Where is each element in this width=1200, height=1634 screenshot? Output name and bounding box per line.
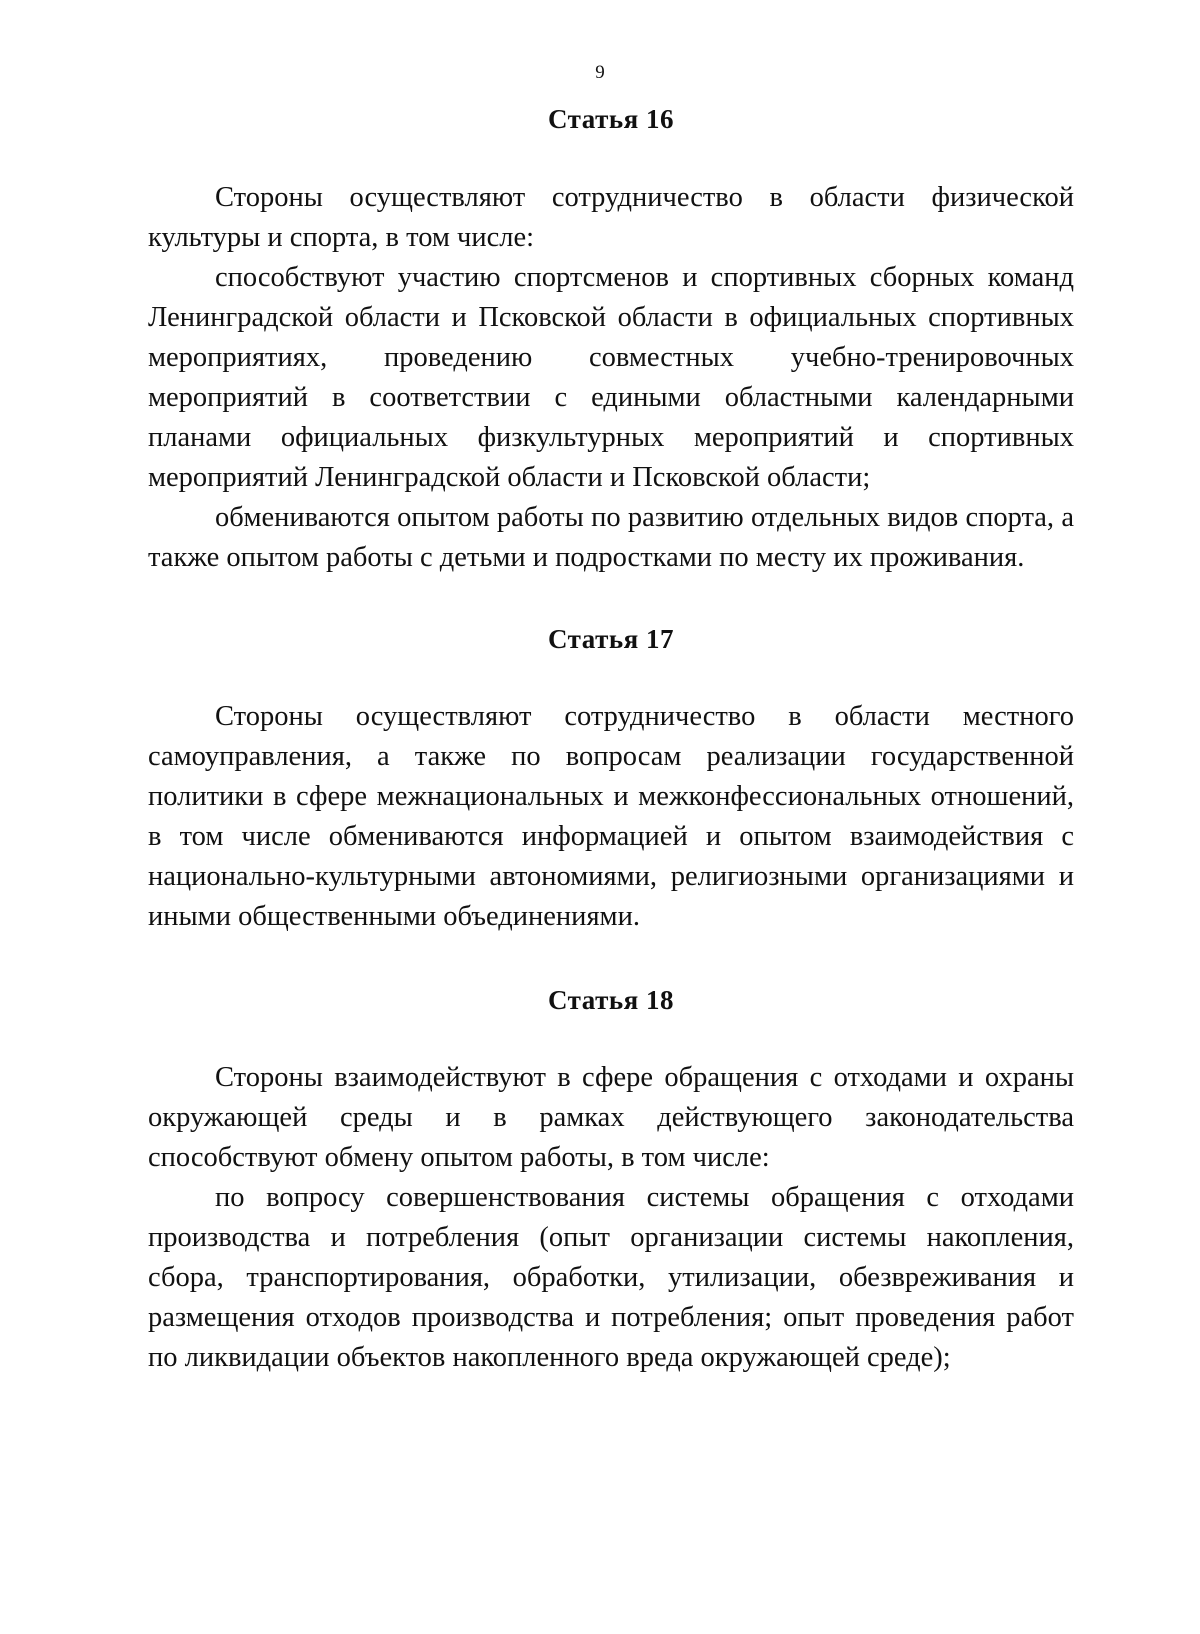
article-17-paragraph-1: Стороны осуществляют сотрудничество в области местного самоуправления, а также по вопросам реализации государственной политики в сфере межнациональных и межконфессиональных отношений, в том числе обмениваются информацией и опытом взаимодействия с национально-культурными автономиями, религиозными организациями и иными общественными объединениями. [148,701,1074,932]
page-number: 9 [595,62,605,83]
article-16-paragraph-2: способствуют участию спортсменов и спортивных сборных команд Ленинградской области и Псковской области в официальных спортивных мероприятиях, проведению совместных учебно-тренировочных мероприятий в соответствии с едиными областными календарными планами официальных физкультурных мероприятий и спортивных мероприятий Ленинградской области и Псковской области; [148,262,1074,493]
article-18-body [148,1058,1074,1378]
article-16-paragraph-3: обмениваются опытом работы по развитию отдельных видов спорта, а также опытом работы с детьми и подростками по месту их проживания. [148,502,1074,573]
article-16-paragraph-1: Стороны осуществляют сотрудничество в области физической культуры и спорта, в том числе: [148,182,1074,253]
article-18-paragraph-1: Стороны взаимодействуют в сфере обращения с отходами и охраны окружающей среды и в рамках действующего законодательства способствуют обмену опытом работы, в том числе: [148,1062,1074,1173]
article-16-body [148,178,1074,578]
article-18-paragraph-2: по вопросу совершенствования системы обращения с отходами производства и потребления (опыт организации системы накопления, сбора, транспортирования, обработки, утилизации, обезвреживания и размещения отходов производства и потребления; опыт проведения работ по ликвидации объектов накопленного вреда окружающей среде); [148,1182,1074,1373]
article-17-title: Статья 17 [548,624,674,654]
article-17-body [148,697,1074,937]
article-16-title: Статья 16 [548,104,674,134]
article-18-title: Статья 18 [548,985,674,1015]
